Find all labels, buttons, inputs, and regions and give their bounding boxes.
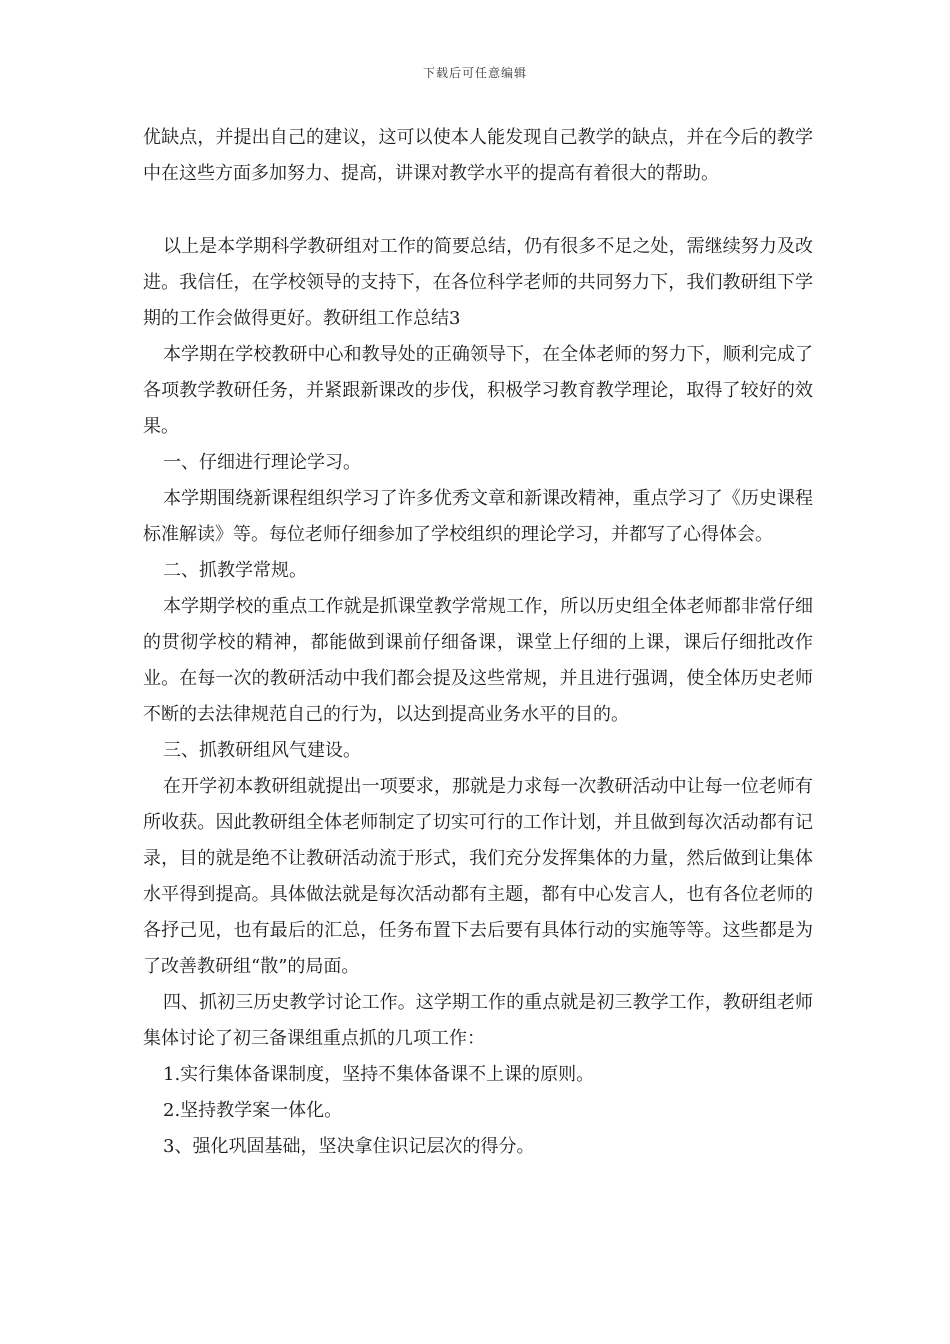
paragraph-intro: 本学期在学校教研中心和教导处的正确领导下，在全体老师的努力下，顺利完成了各项教学教研任务，并紧跟新课改的步伐，积极学习教育教学理论，取得了较好的效果。 — [143, 344, 813, 437]
paragraph-grade-three: 四、抓初三历史教学讨论工作。这学期工作的重点就是初三教学工作，教研组老师集体讨论了初三备课组重点抓的几项工作： — [143, 992, 813, 1049]
section-heading-1: 一、仔细进行理论学习。 — [163, 452, 361, 473]
paragraph-culture: 在开学初本教研组就提出一项要求，那就是力求每一次教研活动中让每一位老师有所收获。因此教研组全体老师制定了切实可行的工作计划，并且做到每次活动都有记录，目的就是绝不让教研活动流于形式，我们充分发挥集体的力量，然后做到让集体水平得到提高。具体做法就是每次活动都有主题，都有中心发言人，也有各位老师的各抒己见，也有最后的汇总，任务布置下去后要有具体行动的实施等等。这些都是为了改善教研组“散”的局面。 — [143, 776, 813, 977]
list-item-1: 1.实行集体备课制度，坚持不集体备课不上课的原则。 — [163, 1064, 595, 1085]
page-header: 下载后可任意编辑 — [422, 66, 527, 80]
paragraph-continuation: 优缺点，并提出自己的建议，这可以使本人能发现自己教学的缺点，并在今后的教学中在这些方面多加努力、提高，讲课对教学水平的提高有着很大的帮助。 — [143, 127, 813, 184]
list-item-2: 2.坚持教学案一体化。 — [163, 1100, 343, 1121]
paragraph-gap — [143, 192, 813, 229]
paragraph-theory: 本学期围绕新课程组织学习了许多优秀文章和新课改精神，重点学习了《历史课程标准解读》等。每位老师仔细参加了学校组织的理论学习，并都写了心得体会。 — [143, 488, 813, 545]
list-item-3: 3、强化巩固基础，坚决拿住识记层次的得分。 — [163, 1136, 535, 1157]
section-heading-3: 三、抓教研组风气建设。 — [163, 740, 361, 761]
paragraph-routine: 本学期学校的重点工作就是抓课堂教学常规工作，所以历史组全体老师都非常仔细的贯彻学校的精神，都能做到课前仔细备课，课堂上仔细的上课，课后仔细批改作业。在每一次的教研活动中我们都会提及这些常规，并且进行强调，使全体历史老师不断的去法律规范自己的行为，以达到提高业务水平的目的。 — [143, 596, 813, 725]
section-heading-2: 二、抓教学常规。 — [163, 560, 307, 581]
document-body — [143, 120, 813, 1165]
paragraph-summary: 以上是本学期科学教研组对工作的简要总结，仍有很多不足之处，需继续努力及改进。我信任，在学校领导的支持下，在各位科学老师的共同努力下，我们教研组下学期的工作会做得更好。教研组工作总结3 — [143, 236, 813, 329]
